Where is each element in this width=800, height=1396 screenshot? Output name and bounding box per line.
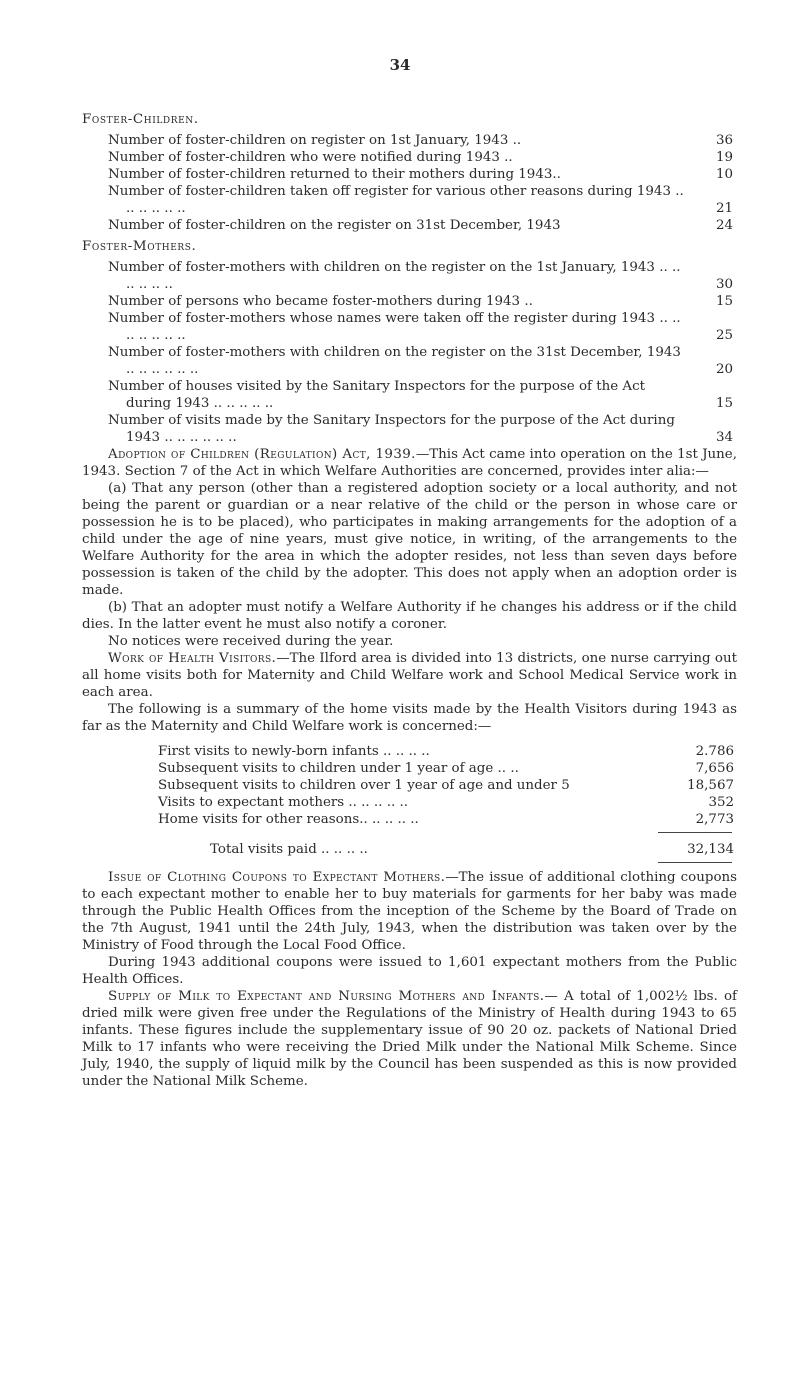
clothing-text: —The issue of additional clothing coupons to each expectant mother to enable her to buy materials for garments for her baby was made through the Public Health Offices from the inception of the Scheme by the Board of Trade on the 7th August, 1941 until the 24th July, 1943, when the distribution was taken over by the Ministry of Food through the Local Food Office. <box>82 870 737 953</box>
row-value: 24 <box>715 218 733 233</box>
adoption-para-a: (a) That any person (other than a registered adoption society or a local authority, and not being the parent or guardian or a near relative of the child or the person in whose care or possession he is to be placed), who participates in making arrangements for the adoption of a child under the age of nine years, must give notice, in writing, of the arrangements to the Welfare Authority for the area in which the adopter resides, not less than seven days before possession is taken of the child by the adopter. This does not apply when an adoption order is made. <box>82 481 737 598</box>
row-label: Number of foster-children who were notified during 1943 .. <box>108 150 513 165</box>
table-row <box>82 132 737 149</box>
clothing-para2: During 1943 additional coupons were issued to 1,601 expectant mothers from the Public Health Offices. <box>82 955 737 987</box>
row-label: Number of foster-mothers whose names were taken off the register during 1943 .. .. .. .. .. .. .. <box>108 311 681 343</box>
row-value: 30 <box>715 277 733 292</box>
clothing-heading: Issue of Clothing Coupons to Expectant Mothers. <box>108 870 446 885</box>
row-label: Number of foster-children returned to their mothers during 1943.. <box>108 167 561 182</box>
visit-label: First visits to newly-born infants .. .. .. .. <box>158 744 430 759</box>
row-label: Number of persons who became foster-mothers during 1943 .. <box>108 294 533 309</box>
visit-label: Home visits for other reasons.. .. .. .. .. <box>158 812 419 827</box>
visit-label: Subsequent visits to children under 1 year of age .. .. <box>158 761 519 776</box>
table-row <box>158 777 738 794</box>
table-row <box>82 344 737 378</box>
foster-children-table <box>82 132 737 234</box>
divider <box>658 832 732 833</box>
adoption-heading: Adoption of Children (Regulation) Act, 1939. <box>108 447 416 462</box>
table-row <box>158 794 738 811</box>
row-value: 34 <box>715 430 733 445</box>
table-row <box>82 217 737 234</box>
row-value: 25 <box>715 328 733 343</box>
milk-heading: Supply of Milk to Expectant and Nursing Mothers and Infants. <box>108 989 545 1004</box>
row-value: 15 <box>715 294 733 309</box>
table-row <box>82 149 737 166</box>
adoption-notices: No notices were received during the year. <box>108 634 394 649</box>
visit-value: 2,773 <box>695 812 734 827</box>
visits-table <box>158 743 738 863</box>
row-label: Number of foster-mothers with children on the register on the 1st January, 1943 .. .. .. .. .. .. <box>108 260 681 292</box>
visit-value: 18,567 <box>687 778 734 793</box>
table-row <box>82 259 737 293</box>
table-row <box>82 293 737 310</box>
total-value: 32,134 <box>687 842 734 857</box>
row-value: 21 <box>715 201 733 216</box>
visit-label: Subsequent visits to children over 1 year of age and under 5 <box>158 778 570 793</box>
table-row <box>82 412 737 446</box>
page-content <box>82 107 737 1090</box>
page-number: 34 <box>389 56 411 74</box>
row-value: 19 <box>715 150 733 165</box>
total-row <box>158 841 738 858</box>
health-visitors-heading: Work of Health Visitors. <box>108 651 277 666</box>
row-value: 20 <box>715 362 733 377</box>
health-visitors-intro: —The Ilford area is divided into 13 districts, one nurse carrying out all home visits both for Maternity and Child Welfare work and School Medical Service work in each area. <box>82 651 737 700</box>
visit-value: 352 <box>708 795 734 810</box>
visit-label: Visits to expectant mothers .. .. .. .. .. <box>158 795 408 810</box>
row-value: 15 <box>715 396 733 411</box>
row-value: 10 <box>715 167 733 182</box>
clothing-paragraph <box>82 869 737 954</box>
foster-mothers-table <box>82 259 737 446</box>
row-label: Number of houses visited by the Sanitary Inspectors for the purpose of the Act during 1943 .. .. .. .. .. <box>108 379 645 411</box>
milk-text: — A total of 1,002½ lbs. of dried milk were given free under the Regulations of the Ministry of Health during 1943 to 65 infants. These figures include the supplementary issue of 90 20 oz. packets of National Dried Milk to 17 infants who were receiving the Dried Milk under the National Milk Scheme. Since July, 1940, the supply of liquid milk by the Council has been suspended as this is now provided under the National Milk Scheme. <box>82 989 738 1089</box>
row-label: Number of foster-children on register on 1st January, 1943 .. <box>108 133 522 148</box>
table-row <box>158 760 738 777</box>
row-label: Number of foster-children taken off register for various other reasons during 1943 .. .. .. .. .. .. <box>108 184 684 216</box>
table-row <box>82 310 737 344</box>
visit-value: 2.786 <box>695 744 734 759</box>
health-visitors-paragraph <box>82 650 737 701</box>
health-visitors-summary: The following is a summary of the home visits made by the Health Visitors during 1943 as far as the Maternity and Child Welfare work is concerned:— <box>82 702 737 734</box>
adoption-para-b: (b) That an adopter must notify a Welfare Authority if he changes his address or if the child dies. In the latter event he must also notify a coroner. <box>82 600 737 632</box>
visit-value: 7,656 <box>695 761 734 776</box>
table-row <box>82 378 737 412</box>
table-row <box>82 166 737 183</box>
row-label: Number of foster-children on the register on 31st December, 1943 <box>108 218 561 233</box>
adoption-paragraph <box>82 446 737 480</box>
table-row <box>158 811 738 828</box>
row-value: 36 <box>715 133 733 148</box>
adoption-intro: —This Act came into operation on the 1st June, 1943. Section 7 of the Act in which Welfare Authorities are concerned, provides inter alia:— <box>82 447 737 479</box>
row-label: Number of foster-mothers with children on the register on the 31st December, 1943 .. .. .. .. .. .. <box>108 345 681 377</box>
total-label: Total visits paid .. .. .. .. <box>210 842 368 857</box>
table-row <box>158 743 738 760</box>
divider <box>658 862 732 863</box>
foster-mothers-heading: Foster-Mothers. <box>82 239 197 254</box>
table-row <box>82 183 737 217</box>
milk-paragraph <box>82 988 737 1090</box>
row-label: Number of visits made by the Sanitary Inspectors for the purpose of the Act during 1943 .. .. .. .. .. .. <box>108 413 675 445</box>
foster-children-heading: Foster-Children. <box>82 112 199 127</box>
